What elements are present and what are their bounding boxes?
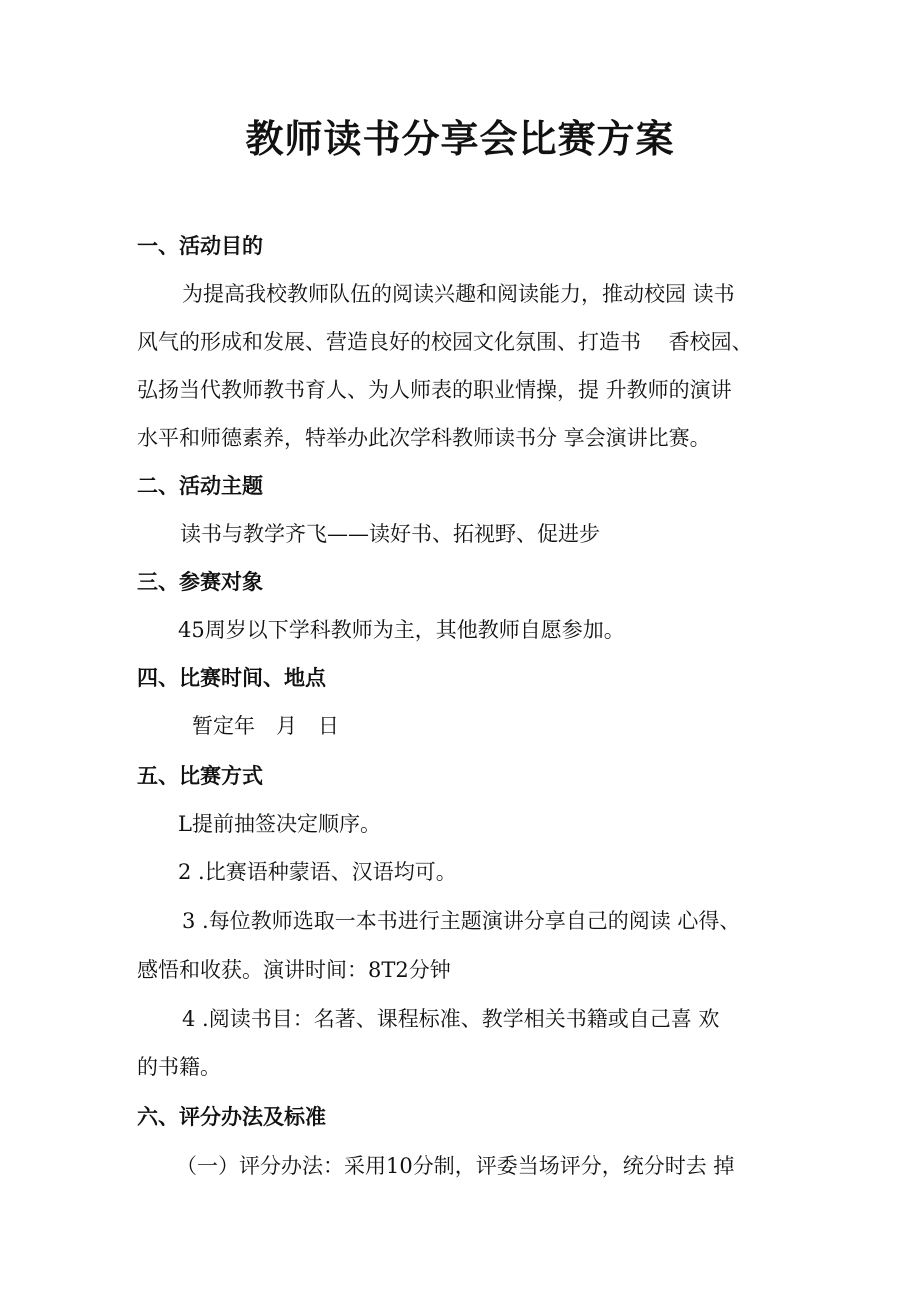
- paragraph-line: 45周岁以下学科教师为主，其他教师自愿参加。: [178, 618, 625, 642]
- section-heading-format: 五、比赛方式: [137, 764, 263, 788]
- document-title: 教师读书分享会比赛方案: [245, 117, 675, 161]
- section-heading-participants: 三、参赛对象: [137, 570, 263, 594]
- paragraph-line: 暂定年 月 日: [192, 714, 339, 738]
- paragraph-line: 水平和师德素养，特举办此次学科教师读书分 享会演讲比赛。: [137, 426, 711, 450]
- paragraph-line: 的书籍。: [137, 1055, 221, 1079]
- paragraph-line: 感悟和收获。演讲时间：8T2分钟: [137, 958, 451, 982]
- paragraph-line: 弘扬当代教师教书育人、为人师表的职业情操，提 升教师的演讲: [137, 378, 732, 402]
- paragraph-line: 风气的形成和发展、营造良好的校园文化氛围、打造书 香校园、: [137, 330, 753, 354]
- list-item: L提前抽签决定顺序。: [178, 812, 381, 836]
- section-heading-purpose: 一、活动目的: [137, 234, 263, 258]
- section-heading-time-place: 四、比赛时间、地点: [137, 666, 326, 690]
- paragraph-line: 为提高我校教师队伍的阅读兴趣和阅读能力，推动校园 读书: [182, 282, 735, 306]
- paragraph-line: 读书与教学齐飞——读好书、拓视野、促进步: [180, 522, 600, 546]
- list-item: 4 .阅读书目：名著、课程标准、教学相关书籍或自己喜 欢: [182, 1007, 720, 1031]
- list-item: 3 .每位教师选取一本书进行主题演讲分享自己的阅读 心得、: [182, 909, 741, 933]
- list-item: 2 .比赛语种蒙语、汉语均可。: [178, 860, 457, 884]
- section-heading-scoring: 六、评分办法及标准: [137, 1105, 326, 1129]
- paragraph-line: （一）评分办法：采用10分制，评委当场评分，统分时去 掉: [176, 1154, 735, 1178]
- section-heading-theme: 二、活动主题: [137, 474, 263, 498]
